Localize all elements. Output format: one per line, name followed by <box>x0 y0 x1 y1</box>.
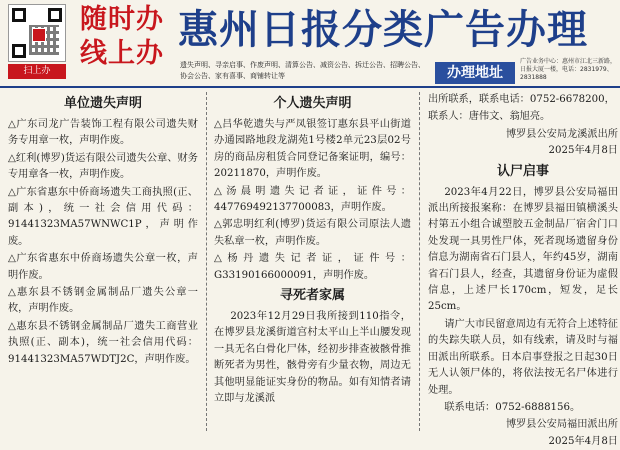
address-label: 办理地址 <box>435 62 515 84</box>
notice-item: △杨丹遗失记者证，证件号：G33190166000091，声明作废。 <box>214 253 411 281</box>
qr-logo-icon <box>32 28 46 42</box>
qr-finder-pattern <box>12 44 26 58</box>
signature-date: 2025年4月8日 <box>548 145 618 157</box>
qr-code[interactable] <box>8 4 66 62</box>
page-title: 惠州日报分类广告办理 <box>178 6 588 53</box>
slogan-line-2: 线上办 <box>80 38 164 69</box>
signature-org: 博罗县公安局福田派出所 <box>505 419 618 431</box>
notice-item: △惠东县不锈钢金属制品厂遗失公章一枚，声明作废。 <box>8 287 198 315</box>
notice-item: △郭忠明红利(博罗)货运有限公司原法人遗失私章一枚，声明作废。 <box>214 219 411 247</box>
column-divider <box>206 92 207 431</box>
notice-item: △广东省惠东中侨商场遗失公章一枚，声明作废。 <box>8 253 198 281</box>
qr-finder-pattern <box>12 8 26 22</box>
notice-item: △广东省惠东中侨商场遗失工商执照(正、副本)，统一社会信用代码：91441323MA57WNWC1P，声明作废。 <box>8 186 198 247</box>
notice-item: △红利(博罗)货运有限公司遗失公章、财务专用章各一枚，声明作废。 <box>8 152 198 181</box>
section-heading: 寻死者家属 <box>279 288 345 304</box>
notice-item: △广东司龙广告装饰工程有限公司遗失财务专用章一枚，声明作废。 <box>8 119 198 147</box>
qr-finder-pattern <box>48 8 62 22</box>
column-divider <box>419 92 420 431</box>
contact-line: 联系电话：0752-6888156。 <box>444 401 581 413</box>
masthead-title-bar <box>178 3 620 57</box>
ad-categories: 遗失声明、寻亲启事、作废声明、清算公告、减资公告、拆迁公告、招聘公告、协会公告、家有喜事、商铺转让等 <box>180 61 425 80</box>
continued-text: 出所联系，联系电话：0752-6678200， <box>428 94 615 105</box>
signature-date: 2025年4月8日 <box>548 435 618 447</box>
notice-item: △吕华乾遗失与严凤银签订惠东县平山街道办通园路地段龙湖苑1号楼2单元23层02号房的商品房租赁合同登记备案证明，编号：20211870，声明作废。 <box>214 119 411 180</box>
notice-body: 2023年4月22日，博罗县公安局福田派出所接报案称：在博罗县福田镇横溪头村第五小组合诚塑胶五金制品厂宿舍门口处发现一具男性尸体，死者现场遗留身份信息为湖南省石门县人，年约45岁，湖南省石门县人，经查，其遗留身份证为虚假信息，上述尸长170cm，短发，足长25cm。 <box>428 186 618 313</box>
notice-body: 2023年12月29日我所接到110指令，在博罗县龙溪街道宫村太平山上半山腰发现一具无名白骨化尸体，经初步排查被骸骨推断死者为男性，骸骨旁有少量衣物，周边无其他明显能证实身份的物品。如有知情者请立即与龙溪派 <box>214 311 411 405</box>
slogan-line-1: 随时办 <box>80 4 164 35</box>
continued-text: 联系人：唐伟文、翁旭亮。 <box>428 111 551 123</box>
column-body-identification <box>428 92 618 447</box>
notice-body: 请广大市民留意周边有无符合上述特征的失踪失联人员，如有线索，请及时与福田派出所联系。日本启事登报之日起30日无人认领尸体的，将依法按无名尸体进行处理。 <box>428 318 618 396</box>
section-heading: 认尸启事 <box>496 163 549 179</box>
signature-org: 博罗县公安局龙溪派出所 <box>505 128 618 140</box>
qr-caption: 扫上办 <box>8 64 66 79</box>
masthead <box>0 0 620 84</box>
notice-item: △汤晨明遗失记者证，证件号：447769492137700083，声明作废。 <box>214 185 411 214</box>
masthead-divider <box>0 86 620 88</box>
column-unit-loss-notices <box>8 92 198 431</box>
column-personal-loss-notices <box>214 92 411 431</box>
notice-item: △惠东县不锈钢金属制品厂遗失工商营业执照(正、副本)，统一社会信用代码：91441323MA57WDTJ2C，声明作废。 <box>8 320 198 365</box>
section-heading: 个人遗失声明 <box>273 96 352 111</box>
section-heading: 单位遗失声明 <box>63 96 142 111</box>
address-text: 广告业务中心：惠州市江北三新路，日报大厦一楼，电话：2831979、2831888 <box>520 58 617 81</box>
